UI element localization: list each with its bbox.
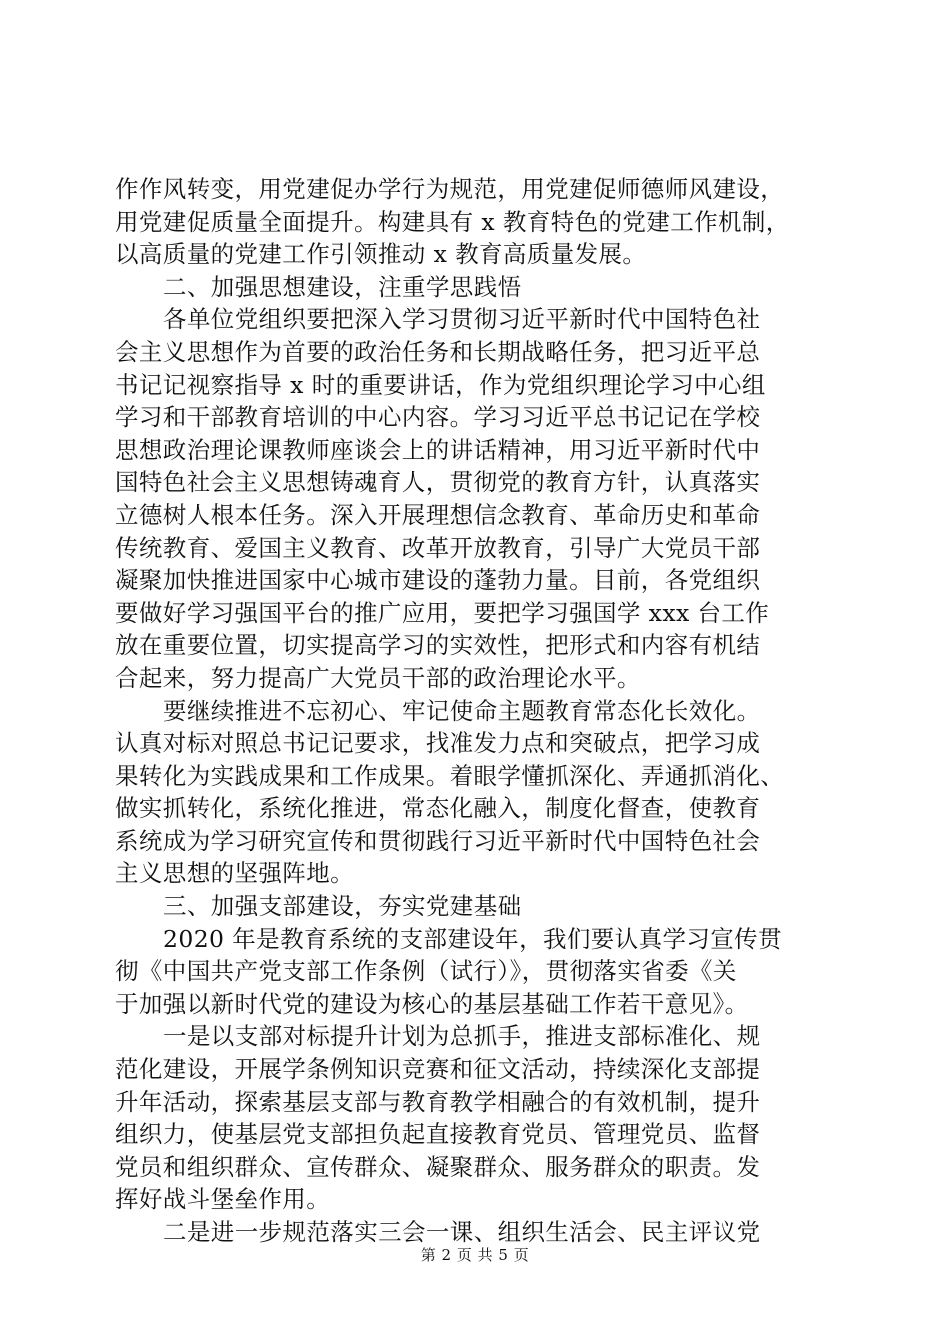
text-line: 二是进一步规范落实三会一课、组织生活会、民主评议党 — [163, 1218, 761, 1246]
text-line: 2020 年是教育系统的支部建设年，我们要认真学习宣传贯 — [163, 924, 782, 953]
text-line: 挥好战斗堡垒作用。 — [115, 1185, 331, 1214]
text-line: 各单位党组织要把深入学习贯彻习近平新时代中国特色社 — [163, 305, 761, 334]
text-line: 用党建促质量全面提升。构建具有 x 教育特色的党建工作机制， — [115, 207, 790, 236]
text-line: 放在重要位置，切实提高学习的实效性，把形式和内容有机结 — [115, 631, 761, 660]
text-line: 书记记视察指导 x 时的重要讲话，作为党组织理论学习中心组 — [115, 370, 766, 399]
text-line: 要继续推进不忘初心、牢记使命主题教育常态化长效化。 — [163, 696, 761, 725]
text-line: 学习和干部教育培训的中心内容。学习习近平总书记记在学校 — [115, 403, 761, 432]
text-line: 彻《中国共产党支部工作条例（试行）》，贯彻落实省委《关 — [115, 957, 737, 986]
text-line: 立德树人根本任务。深入开展理想信念教育、革命历史和革命 — [115, 500, 761, 529]
text-line: 凝聚加快推进国家中心城市建设的蓬勃力量。目前，各党组织 — [115, 566, 761, 595]
text-line: 思想政治理论课教师座谈会上的讲话精神，用习近平新时代中 — [115, 435, 761, 464]
text-line: 会主义思想作为首要的政治任务和长期战略任务，把习近平总 — [115, 337, 761, 366]
text-line: 认真对标对照总书记记要求，找准发力点和突破点，把学习成 — [115, 729, 761, 758]
text-line: 升年活动，探索基层支部与教育教学相融合的有效机制，提升 — [115, 1087, 761, 1116]
text-line: 传统教育、爱国主义教育、改革开放教育，引导广大党员干部 — [115, 533, 761, 562]
text-line: 党员和组织群众、宣传群众、凝聚群众、服务群众的职责。发 — [115, 1152, 761, 1181]
text-line: 合起来，努力提高广大党员干部的政治理论水平。 — [115, 663, 641, 692]
text-line: 做实抓转化，系统化推进，常态化融入，制度化督查，使教育 — [115, 794, 761, 823]
text-line: 主义思想的坚强阵地。 — [115, 859, 354, 888]
text-line: 于加强以新时代党的建设为核心的基层基础工作若干意见》。 — [115, 989, 749, 1018]
text-line: 国特色社会主义思想铸魂育人，贯彻党的教育方针，认真落实 — [115, 468, 761, 497]
text-line: 果转化为实践成果和工作成果。着眼学懂抓深化、弄通抓消化、 — [115, 761, 785, 790]
text-line: 一是以支部对标提升计划为总抓手，推进支部标准化、规 — [163, 1022, 761, 1051]
text-line: 作作风转变，用党建促办学行为规范，用党建促师德师风建设， — [115, 175, 785, 203]
text-line: 以高质量的党建工作引领推动 x 教育高质量发展。 — [115, 240, 647, 269]
text-line: 组织力，使基层党支部担负起直接教育党员、管理党员、监督 — [115, 1120, 761, 1149]
document-body — [115, 173, 835, 1249]
text-line: 系统成为学习研究宣传和贯彻践行习近平新时代中国特色社会 — [115, 826, 761, 855]
text-line: 二、加强思想建设，注重学思践悟 — [163, 272, 522, 301]
page-footer: 第 2 页 共 5 页 — [420, 1246, 530, 1264]
text-line: 范化建设，开展学条例知识竞赛和征文活动，持续深化支部提 — [115, 1055, 761, 1084]
text-line: 三、加强支部建设，夯实党建基础 — [163, 892, 522, 921]
text-line: 要做好学习强国平台的推广应用，要把学习强国学 xxx 台工作 — [115, 598, 770, 627]
